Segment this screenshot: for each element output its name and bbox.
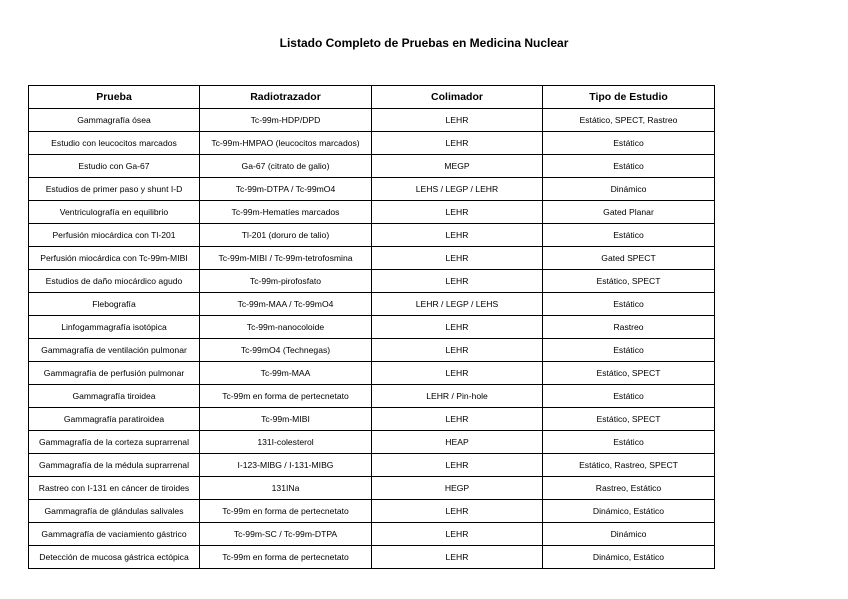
cell-radiotrazador: Tc-99m-pirofosfato bbox=[200, 270, 372, 293]
cell-colimador: LEHR bbox=[372, 500, 543, 523]
cell-tipo-estudio: Estático bbox=[543, 385, 715, 408]
cell-prueba: Perfusión miocárdica con Tc-99m-MIBI bbox=[29, 247, 200, 270]
cell-radiotrazador: Tc-99m en forma de pertecnetato bbox=[200, 546, 372, 569]
cell-colimador: LEHR bbox=[372, 523, 543, 546]
cell-colimador: HEGP bbox=[372, 477, 543, 500]
cell-radiotrazador: Tc-99m-DTPA / Tc-99mO4 bbox=[200, 178, 372, 201]
cell-prueba: Gammagrafía tiroidea bbox=[29, 385, 200, 408]
cell-colimador: LEHR bbox=[372, 339, 543, 362]
cell-tipo-estudio: Gated Planar bbox=[543, 201, 715, 224]
cell-tipo-estudio: Estático bbox=[543, 431, 715, 454]
cell-radiotrazador: Tc-99m-nanocoloide bbox=[200, 316, 372, 339]
cell-colimador: LEHR / Pin-hole bbox=[372, 385, 543, 408]
table-row bbox=[29, 316, 715, 339]
cell-radiotrazador: Tc-99m-HMPAO (leucocitos marcados) bbox=[200, 132, 372, 155]
table-row bbox=[29, 270, 715, 293]
cell-prueba: Gammagrafía de glándulas salivales bbox=[29, 500, 200, 523]
cell-colimador: LEHR bbox=[372, 132, 543, 155]
table-row bbox=[29, 201, 715, 224]
table-header-row bbox=[29, 86, 715, 109]
cell-radiotrazador: Tl-201 (doruro de talio) bbox=[200, 224, 372, 247]
cell-radiotrazador: Tc-99m en forma de pertecnetato bbox=[200, 500, 372, 523]
cell-tipo-estudio: Estático, SPECT bbox=[543, 362, 715, 385]
cell-tipo-estudio: Estático bbox=[543, 293, 715, 316]
cell-tipo-estudio: Estático, SPECT bbox=[543, 408, 715, 431]
cell-colimador: LEHR bbox=[372, 362, 543, 385]
cell-radiotrazador: Tc-99m-HDP/DPD bbox=[200, 109, 372, 132]
table-row bbox=[29, 431, 715, 454]
tests-table bbox=[28, 85, 715, 569]
cell-tipo-estudio: Estático, SPECT, Rastreo bbox=[543, 109, 715, 132]
cell-tipo-estudio: Estático, Rastreo, SPECT bbox=[543, 454, 715, 477]
cell-radiotrazador: Tc-99m-SC / Tc-99m-DTPA bbox=[200, 523, 372, 546]
table-row bbox=[29, 293, 715, 316]
cell-tipo-estudio: Dinámico, Estático bbox=[543, 546, 715, 569]
table-row bbox=[29, 362, 715, 385]
cell-colimador: LEHR bbox=[372, 224, 543, 247]
cell-radiotrazador: Tc-99m-Hematíes marcados bbox=[200, 201, 372, 224]
cell-prueba: Flebografía bbox=[29, 293, 200, 316]
cell-colimador: MEGP bbox=[372, 155, 543, 178]
table-row bbox=[29, 224, 715, 247]
cell-prueba: Gammagrafía de la corteza suprarrenal bbox=[29, 431, 200, 454]
cell-radiotrazador: I-123-MIBG / I-131-MIBG bbox=[200, 454, 372, 477]
cell-tipo-estudio: Estático bbox=[543, 132, 715, 155]
cell-radiotrazador: Tc-99m-MIBI / Tc-99m-tetrofosmina bbox=[200, 247, 372, 270]
cell-colimador: LEHR bbox=[372, 316, 543, 339]
cell-colimador: LEHR / LEGP / LEHS bbox=[372, 293, 543, 316]
cell-prueba: Gammagrafía de ventilación pulmonar bbox=[29, 339, 200, 362]
cell-tipo-estudio: Estático bbox=[543, 224, 715, 247]
table-row bbox=[29, 500, 715, 523]
cell-colimador: LEHR bbox=[372, 109, 543, 132]
cell-prueba: Gammagrafía ósea bbox=[29, 109, 200, 132]
table-row bbox=[29, 155, 715, 178]
cell-tipo-estudio: Rastreo bbox=[543, 316, 715, 339]
cell-tipo-estudio: Estático, SPECT bbox=[543, 270, 715, 293]
page-title: Listado Completo de Pruebas en Medicina Nuclear bbox=[279, 36, 569, 50]
table-row bbox=[29, 247, 715, 270]
cell-tipo-estudio: Dinámico, Estático bbox=[543, 500, 715, 523]
column-header-colimador: Colimador bbox=[372, 86, 543, 109]
cell-tipo-estudio: Rastreo, Estático bbox=[543, 477, 715, 500]
cell-colimador: LEHS / LEGP / LEHR bbox=[372, 178, 543, 201]
cell-colimador: HEAP bbox=[372, 431, 543, 454]
cell-tipo-estudio: Gated SPECT bbox=[543, 247, 715, 270]
cell-colimador: LEHR bbox=[372, 454, 543, 477]
table-row bbox=[29, 546, 715, 569]
cell-prueba: Gammagrafía de vaciamiento gástrico bbox=[29, 523, 200, 546]
cell-radiotrazador: Tc-99m-MAA bbox=[200, 362, 372, 385]
table-row bbox=[29, 178, 715, 201]
cell-prueba: Estudios de primer paso y shunt I-D bbox=[29, 178, 200, 201]
table-row bbox=[29, 454, 715, 477]
cell-prueba: Estudio con Ga-67 bbox=[29, 155, 200, 178]
cell-radiotrazador: Tc-99m-MIBI bbox=[200, 408, 372, 431]
cell-prueba: Perfusión miocárdica con Tl-201 bbox=[29, 224, 200, 247]
cell-tipo-estudio: Dinámico bbox=[543, 523, 715, 546]
table-row bbox=[29, 132, 715, 155]
cell-colimador: LEHR bbox=[372, 201, 543, 224]
table-row bbox=[29, 523, 715, 546]
cell-radiotrazador: 131I-colesterol bbox=[200, 431, 372, 454]
cell-colimador: LEHR bbox=[372, 247, 543, 270]
cell-radiotrazador: Tc-99m-MAA / Tc-99mO4 bbox=[200, 293, 372, 316]
cell-prueba: Gammagrafía paratiroidea bbox=[29, 408, 200, 431]
cell-tipo-estudio: Dinámico bbox=[543, 178, 715, 201]
cell-prueba: Gammagrafía de la médula suprarrenal bbox=[29, 454, 200, 477]
column-header-prueba: Prueba bbox=[29, 86, 200, 109]
cell-radiotrazador: Tc-99m en forma de pertecnetato bbox=[200, 385, 372, 408]
table-row bbox=[29, 385, 715, 408]
cell-prueba: Estudios de daño miocárdico agudo bbox=[29, 270, 200, 293]
cell-radiotrazador: 131INa bbox=[200, 477, 372, 500]
cell-prueba: Gammagrafía de perfusión pulmonar bbox=[29, 362, 200, 385]
cell-tipo-estudio: Estático bbox=[543, 155, 715, 178]
table-row bbox=[29, 339, 715, 362]
cell-prueba: Linfogammagrafía isotópica bbox=[29, 316, 200, 339]
cell-colimador: LEHR bbox=[372, 408, 543, 431]
table-row bbox=[29, 408, 715, 431]
cell-radiotrazador: Tc-99mO4 (Technegas) bbox=[200, 339, 372, 362]
table-row bbox=[29, 109, 715, 132]
cell-tipo-estudio: Estático bbox=[543, 339, 715, 362]
table-row bbox=[29, 477, 715, 500]
cell-radiotrazador: Ga-67 (citrato de galio) bbox=[200, 155, 372, 178]
cell-prueba: Rastreo con I-131 en cáncer de tiroides bbox=[29, 477, 200, 500]
cell-colimador: LEHR bbox=[372, 270, 543, 293]
cell-prueba: Estudio con leucocitos marcados bbox=[29, 132, 200, 155]
cell-colimador: LEHR bbox=[372, 546, 543, 569]
cell-prueba: Ventriculografía en equilibrio bbox=[29, 201, 200, 224]
cell-prueba: Detección de mucosa gástrica ectópica bbox=[29, 546, 200, 569]
column-header-radiotrazador: Radiotrazador bbox=[200, 86, 372, 109]
column-header-tipo-estudio: Tipo de Estudio bbox=[543, 86, 715, 109]
